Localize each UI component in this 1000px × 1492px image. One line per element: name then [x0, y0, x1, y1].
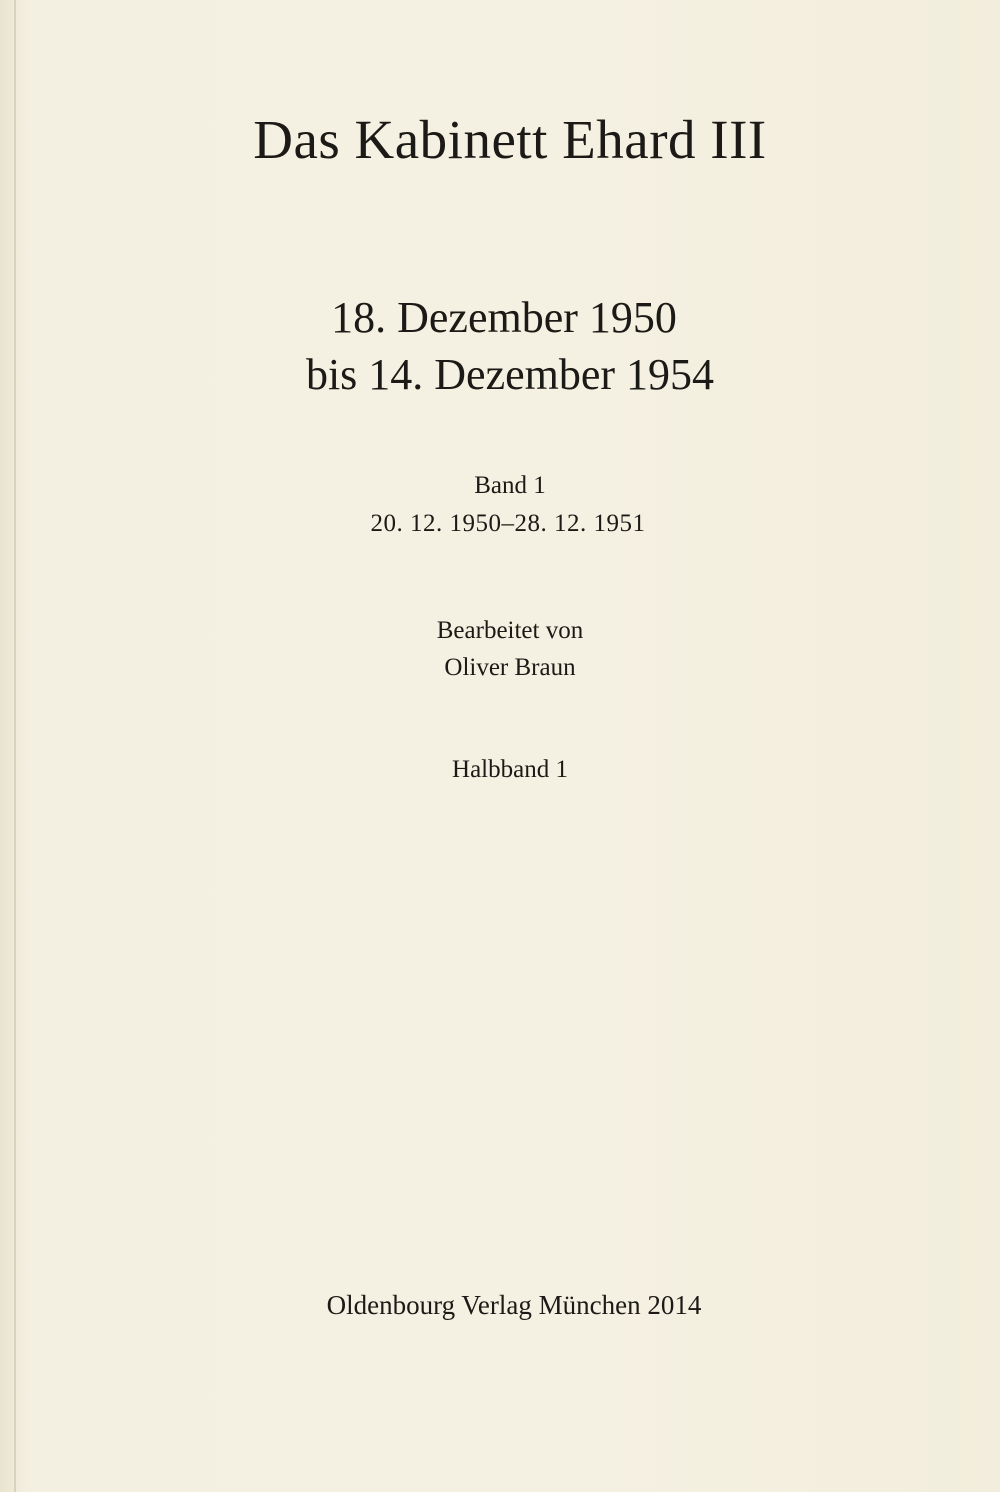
volume-label: Band 1: [474, 472, 546, 499]
editor-name: Oliver Braun: [444, 654, 576, 681]
volume-date-range: 20. 12. 1950–28. 12. 1951: [370, 510, 646, 537]
period-start-line: 18. Dezember 1950: [331, 293, 677, 342]
publisher-imprint: Oldenbourg Verlag München 2014: [326, 1290, 702, 1320]
half-volume-label: Halbband 1: [452, 756, 568, 783]
period-end-line: bis 14. Dezember 1954: [305, 350, 715, 399]
edited-by-label: Bearbeitet von: [436, 617, 584, 644]
page-spine-edge: [14, 0, 16, 1492]
book-title: Das Kabinett Ehard III: [253, 109, 767, 170]
